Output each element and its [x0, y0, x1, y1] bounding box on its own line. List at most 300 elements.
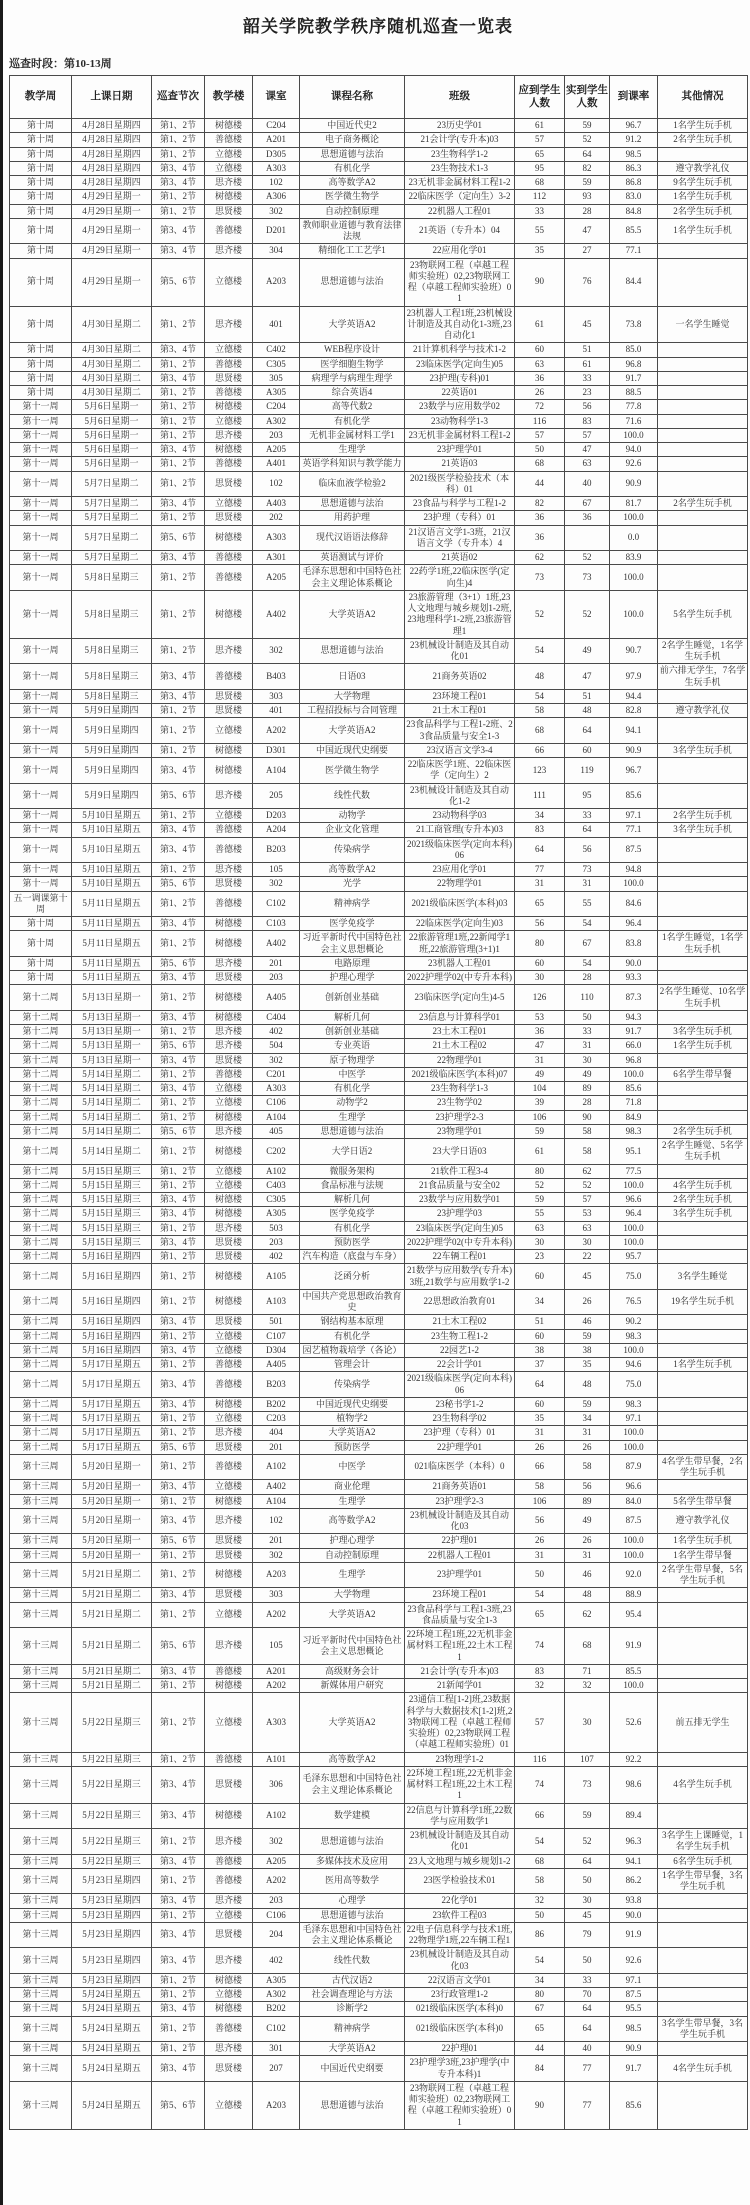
table-row [10, 1178, 748, 1192]
cell-attendance-rate: 93.3 [610, 971, 658, 985]
cell-attendance-rate: 82.8 [610, 704, 658, 718]
cell-building: 思贤楼 [205, 689, 253, 703]
cell-date: 5月17日星期五 [72, 1397, 152, 1411]
cell-note [658, 511, 748, 525]
cell-week: 第十三周 [10, 1562, 72, 1588]
cell-period: 第1、2节 [152, 1025, 205, 1039]
cell-course: 高等数学A2 [300, 176, 405, 190]
cell-course: 电子商务概论 [300, 133, 405, 147]
cell-week: 第十二周 [10, 1096, 72, 1110]
cell-period: 第1、2节 [152, 1264, 205, 1290]
cell-week: 第十周 [10, 119, 72, 133]
cell-note [658, 891, 748, 917]
cell-date: 5月11日星期五 [72, 956, 152, 970]
cell-course: 思想道德与法治 [300, 2081, 405, 2129]
cell-class: 23机械设计制造及其自动化03 [405, 1508, 515, 1534]
cell-week: 第十二周 [10, 1193, 72, 1207]
header-date: 上课日期 [72, 76, 152, 119]
cell-class: 21食品质量与安全02 [405, 1178, 515, 1192]
cell-course: 园艺植物栽培学（各论） [300, 1343, 405, 1357]
cell-class: 22药学1班,22临床医学(定向生)4 [405, 565, 515, 591]
cell-attendance-rate: 66.0 [610, 1039, 658, 1053]
cell-note [658, 343, 748, 357]
cell-period: 第3、4节 [152, 371, 205, 385]
cell-room: C305 [253, 1193, 300, 1207]
cell-room: A104 [253, 1110, 300, 1124]
cell-period: 第1、2节 [152, 1562, 205, 1588]
cell-note: 前五排无学生 [658, 1693, 748, 1752]
cell-note [658, 1343, 748, 1357]
cell-date: 5月16日星期四 [72, 1315, 152, 1329]
cell-date: 5月21日星期二 [72, 1588, 152, 1602]
cell-actual-students: 38 [565, 1343, 610, 1357]
cell-note: 3名学生玩手机 [658, 1025, 748, 1039]
cell-date: 5月6日星期一 [72, 400, 152, 414]
cell-building: 立德楼 [205, 1082, 253, 1096]
cell-date: 4月30日星期二 [72, 371, 152, 385]
cell-room: A105 [253, 1264, 300, 1290]
cell-actual-students: 95 [565, 783, 610, 809]
cell-date: 5月20日星期一 [72, 1534, 152, 1548]
cell-week: 第十二周 [10, 985, 72, 1011]
cell-expected-students: 54 [515, 689, 565, 703]
cell-actual-students: 59 [565, 1397, 610, 1411]
cell-class: 21会计学(专升本)03 [405, 1664, 515, 1678]
table-row [10, 985, 748, 1011]
cell-course: 大学物理 [300, 1588, 405, 1602]
cell-note [658, 258, 748, 306]
cell-week: 第十三周 [10, 1908, 72, 1922]
cell-building: 善德楼 [205, 457, 253, 471]
cell-week: 第十三周 [10, 1679, 72, 1693]
table-row [10, 258, 748, 306]
cell-date: 5月8日星期三 [72, 638, 152, 664]
table-row [10, 306, 748, 343]
cell-attendance-rate: 100.0 [610, 1067, 658, 1081]
cell-date: 5月6日星期一 [72, 414, 152, 428]
cell-date: 5月13日星期一 [72, 1039, 152, 1053]
cell-week: 第十三周 [10, 1868, 72, 1894]
table-row [10, 1082, 748, 1096]
cell-room: 201 [253, 1534, 300, 1548]
cell-class: 22物理学01 [405, 877, 515, 891]
cell-date: 5月20日星期一 [72, 1508, 152, 1534]
cell-course: 大学英语A2 [300, 718, 405, 744]
cell-expected-students: 63 [515, 1221, 565, 1235]
cell-attendance-rate: 86.8 [610, 176, 658, 190]
cell-building: 善德楼 [205, 1752, 253, 1766]
cell-building: 树德楼 [205, 400, 253, 414]
cell-expected-students: 68 [515, 1854, 565, 1868]
cell-date: 5月14日星期二 [72, 1124, 152, 1138]
cell-period: 第3、4节 [152, 176, 205, 190]
cell-week: 第十一周 [10, 823, 72, 837]
cell-period: 第1、2节 [152, 1096, 205, 1110]
cell-room: C103 [253, 917, 300, 931]
cell-class: 22思想政治教育01 [405, 1289, 515, 1315]
cell-attendance-rate: 96.4 [610, 917, 658, 931]
cell-note [658, 1329, 748, 1343]
cell-date: 4月29日星期一 [72, 218, 152, 244]
cell-room: A303 [253, 1082, 300, 1096]
table-row [10, 1124, 748, 1138]
cell-building: 树德楼 [205, 1803, 253, 1829]
cell-class: 23数学与应用数学01 [405, 1193, 515, 1207]
cell-expected-students: 112 [515, 190, 565, 204]
cell-period: 第3、4节 [152, 343, 205, 357]
cell-expected-students: 31 [515, 877, 565, 891]
cell-attendance-rate: 98.3 [610, 1329, 658, 1343]
cell-actual-students: 63 [565, 1221, 610, 1235]
cell-expected-students: 59 [515, 1193, 565, 1207]
table-row [10, 1868, 748, 1894]
cell-note [658, 718, 748, 744]
cell-course: 大学英语A2 [300, 1426, 405, 1440]
cell-class: 23护理学03 [405, 1207, 515, 1221]
cell-building: 善德楼 [205, 664, 253, 690]
cell-expected-students: 65 [515, 2016, 565, 2042]
cell-actual-students: 57 [565, 1193, 610, 1207]
table-row [10, 1067, 748, 1081]
header-note: 其他情况 [658, 76, 748, 119]
cell-period: 第1、2节 [152, 985, 205, 1011]
cell-date: 5月16日星期四 [72, 1289, 152, 1315]
cell-week: 第十一周 [10, 443, 72, 457]
cell-room: A203 [253, 2081, 300, 2129]
cell-attendance-rate: 84.0 [610, 1494, 658, 1508]
cell-week: 第十二周 [10, 1053, 72, 1067]
cell-course: 思想道德与法治 [300, 1124, 405, 1138]
cell-date: 5月6日星期一 [72, 428, 152, 442]
cell-building: 思齐楼 [205, 2042, 253, 2056]
cell-period: 第1、2节 [152, 1679, 205, 1693]
cell-building: 善德楼 [205, 218, 253, 244]
cell-note: 遵守教学礼仪 [658, 704, 748, 718]
cell-note [658, 428, 748, 442]
cell-week: 第十二周 [10, 1250, 72, 1264]
cell-building: 立德楼 [205, 2081, 253, 2129]
table-row [10, 1315, 748, 1329]
cell-expected-students: 55 [515, 218, 565, 244]
cell-attendance-rate: 94.3 [610, 1010, 658, 1024]
cell-date: 5月20日星期一 [72, 1454, 152, 1480]
cell-room: A205 [253, 565, 300, 591]
cell-building: 思贤楼 [205, 1250, 253, 1264]
cell-period: 第1、2节 [152, 133, 205, 147]
cell-room: C201 [253, 1067, 300, 1081]
cell-building: 树德楼 [205, 590, 253, 638]
cell-note [658, 1426, 748, 1440]
cell-course: 创新创业基础 [300, 1025, 405, 1039]
cell-note [658, 2002, 748, 2016]
cell-period: 第5、6节 [152, 1440, 205, 1454]
cell-expected-students: 50 [515, 1908, 565, 1922]
cell-week: 第十周 [10, 386, 72, 400]
cell-date: 5月24日星期五 [72, 1988, 152, 2002]
cell-actual-students: 52 [565, 133, 610, 147]
cell-class: 23环境工程01 [405, 689, 515, 703]
cell-course: 钢结构基本原理 [300, 1315, 405, 1329]
cell-class: 21会计学(专升本)03 [405, 133, 515, 147]
cell-attendance-rate: 97.9 [610, 664, 658, 690]
cell-period: 第1、2节 [152, 471, 205, 497]
cell-actual-students: 30 [565, 1693, 610, 1752]
cell-room: 504 [253, 1039, 300, 1053]
cell-course: 微服务架构 [300, 1164, 405, 1178]
cell-attendance-rate: 98.3 [610, 1124, 658, 1138]
cell-period: 第3、4节 [152, 664, 205, 690]
cell-week: 第十一周 [10, 471, 72, 497]
cell-building: 树德楼 [205, 525, 253, 551]
cell-date: 5月13日星期一 [72, 1025, 152, 1039]
table-row [10, 743, 748, 757]
cell-week: 第十三周 [10, 1922, 72, 1948]
cell-actual-students: 54 [565, 956, 610, 970]
cell-actual-students: 73 [565, 565, 610, 591]
cell-date: 4月30日星期二 [72, 386, 152, 400]
cell-note: 一名学生睡觉 [658, 306, 748, 343]
cell-note [658, 1082, 748, 1096]
cell-expected-students: 61 [515, 119, 565, 133]
cell-building: 善德楼 [205, 823, 253, 837]
table-row [10, 551, 748, 565]
cell-note [658, 1440, 748, 1454]
cell-attendance-rate: 94.0 [610, 443, 658, 457]
cell-week: 第十二周 [10, 1178, 72, 1192]
cell-class: 21新闻学01 [405, 1679, 515, 1693]
cell-expected-students: 34 [515, 809, 565, 823]
cell-room: 304 [253, 244, 300, 258]
cell-attendance-rate: 93.8 [610, 1894, 658, 1908]
cell-week: 第十三周 [10, 2081, 72, 2129]
cell-room: B202 [253, 2002, 300, 2016]
cell-actual-students: 28 [565, 1096, 610, 1110]
cell-class: 23生物学02 [405, 1096, 515, 1110]
cell-period: 第1、2节 [152, 386, 205, 400]
cell-date: 5月17日星期五 [72, 1358, 152, 1372]
cell-class: 23护理（专科）01 [405, 511, 515, 525]
cell-building: 思贤楼 [205, 1534, 253, 1548]
cell-building: 思齐楼 [205, 1221, 253, 1235]
cell-note: 19名学生玩手机 [658, 1289, 748, 1315]
cell-attendance-rate: 100.0 [610, 428, 658, 442]
cell-course: 中医学 [300, 1454, 405, 1480]
cell-class: 22电子信息科学与技术1班,22物理学1班,22车辆工程1 [405, 1922, 515, 1948]
cell-date: 5月24日星期五 [72, 2016, 152, 2042]
cell-note: 3名学生玩手机 [658, 823, 748, 837]
cell-attendance-rate: 75.0 [610, 1372, 658, 1398]
cell-attendance-rate: 85.5 [610, 218, 658, 244]
cell-attendance-rate: 98.5 [610, 147, 658, 161]
cell-attendance-rate: 96.7 [610, 758, 658, 784]
cell-week: 第十一周 [10, 400, 72, 414]
table-row [10, 1588, 748, 1602]
cell-expected-students: 30 [515, 1235, 565, 1249]
cell-attendance-rate: 97.1 [610, 1973, 658, 1987]
cell-attendance-rate: 90.0 [610, 956, 658, 970]
cell-course: 精神病学 [300, 891, 405, 917]
cell-course: 思想道德与法治 [300, 638, 405, 664]
cell-room: C404 [253, 1010, 300, 1024]
cell-date: 4月30日星期二 [72, 357, 152, 371]
cell-attendance-rate: 92.6 [610, 457, 658, 471]
cell-attendance-rate: 96.3 [610, 1829, 658, 1855]
cell-course: 预防医学 [300, 1440, 405, 1454]
cell-date: 5月11日星期五 [72, 971, 152, 985]
cell-room: C305 [253, 357, 300, 371]
table-row [10, 190, 748, 204]
cell-week: 第十三周 [10, 1766, 72, 1803]
cell-note [658, 386, 748, 400]
cell-period: 第1、2节 [152, 1329, 205, 1343]
cell-expected-students: 32 [515, 1894, 565, 1908]
cell-class: 21软件工程3-4 [405, 1164, 515, 1178]
table-row [10, 1329, 748, 1343]
cell-attendance-rate: 77.1 [610, 244, 658, 258]
cell-note [658, 525, 748, 551]
cell-building: 思齐楼 [205, 1124, 253, 1138]
cell-note: 5名学生带早餐 [658, 1494, 748, 1508]
cell-expected-students: 60 [515, 1329, 565, 1343]
cell-building: 思齐楼 [205, 783, 253, 809]
cell-week: 第十二周 [10, 1164, 72, 1178]
cell-note [658, 1480, 748, 1494]
cell-building: 善德楼 [205, 1358, 253, 1372]
cell-room: A102 [253, 1164, 300, 1178]
cell-room: A102 [253, 1454, 300, 1480]
cell-class: 23土木工程01 [405, 1025, 515, 1039]
cell-week: 第十一周 [10, 551, 72, 565]
cell-period: 第3、4节 [152, 1894, 205, 1908]
cell-actual-students: 63 [565, 457, 610, 471]
cell-course: 解析几何 [300, 1010, 405, 1024]
cell-actual-students: 56 [565, 837, 610, 863]
cell-actual-students: 68 [565, 1628, 610, 1665]
cell-attendance-rate: 97.1 [610, 809, 658, 823]
cell-expected-students: 72 [515, 400, 565, 414]
cell-class: 22车辆工程01 [405, 1250, 515, 1264]
cell-room: A102 [253, 1803, 300, 1829]
cell-expected-students: 82 [515, 497, 565, 511]
cell-week: 第十二周 [10, 1412, 72, 1426]
cell-week: 第十周 [10, 357, 72, 371]
cell-period: 第1、2节 [152, 204, 205, 218]
cell-note [658, 357, 748, 371]
cell-period: 第1、2节 [152, 809, 205, 823]
table-row [10, 1922, 748, 1948]
cell-period: 第1、2节 [152, 1868, 205, 1894]
cell-course: 传染病学 [300, 1372, 405, 1398]
cell-actual-students: 35 [565, 1358, 610, 1372]
cell-building: 树德楼 [205, 1679, 253, 1693]
cell-attendance-rate: 87.5 [610, 837, 658, 863]
cell-period: 第3、4节 [152, 971, 205, 985]
cell-building: 树德楼 [205, 2002, 253, 2016]
cell-note: 前六排无学生，7名学生玩手机 [658, 664, 748, 690]
table-row [10, 1397, 748, 1411]
cell-date: 4月29日星期一 [72, 244, 152, 258]
cell-class: 23临床医学(定向生)05 [405, 357, 515, 371]
cell-course: 高级财务会计 [300, 1664, 405, 1678]
cell-course: 病理学与病理生理学 [300, 371, 405, 385]
table-row [10, 1372, 748, 1398]
cell-class: 2021级临床医学(本科)07 [405, 1067, 515, 1081]
cell-date: 4月28日星期四 [72, 147, 152, 161]
cell-actual-students: 82 [565, 161, 610, 175]
cell-attendance-rate: 100.0 [610, 1534, 658, 1548]
header-class: 班级 [405, 76, 515, 119]
cell-building: 立德楼 [205, 414, 253, 428]
cell-course: 中国近现代史纲要 [300, 1397, 405, 1411]
cell-expected-students: 62 [515, 551, 565, 565]
cell-date: 5月15日星期三 [72, 1164, 152, 1178]
cell-week: 第十三周 [10, 1988, 72, 2002]
cell-date: 5月13日星期一 [72, 985, 152, 1011]
cell-class: 23物联网工程（卓越工程师实验班）02,23物联网工程（卓越工程师实验班）01 [405, 258, 515, 306]
cell-course: 精神病学 [300, 2016, 405, 2042]
table-row [10, 565, 748, 591]
cell-room: A402 [253, 1480, 300, 1494]
cell-attendance-rate: 87.3 [610, 985, 658, 1011]
cell-building: 树德楼 [205, 743, 253, 757]
cell-note [658, 1412, 748, 1426]
cell-note: 3名学生带早餐，3名学生玩手机 [658, 2016, 748, 2042]
cell-period: 第3、4节 [152, 218, 205, 244]
cell-expected-students: 51 [515, 1315, 565, 1329]
cell-room: 302 [253, 1053, 300, 1067]
cell-date: 4月29日星期一 [72, 204, 152, 218]
cell-period: 第1、2节 [152, 1548, 205, 1562]
cell-expected-students: 49 [515, 1067, 565, 1081]
cell-period: 第1、2节 [152, 638, 205, 664]
cell-attendance-rate: 90.7 [610, 638, 658, 664]
cell-expected-students: 36 [515, 1025, 565, 1039]
cell-expected-students: 57 [515, 428, 565, 442]
cell-class: 23护理学01 [405, 443, 515, 457]
cell-course: 汽车构造（底盘与车身） [300, 1250, 405, 1264]
table-row [10, 1894, 748, 1908]
cell-date: 5月22日星期三 [72, 1803, 152, 1829]
cell-expected-students: 53 [515, 1010, 565, 1024]
cell-period: 第1、2节 [152, 704, 205, 718]
cell-building: 思齐楼 [205, 306, 253, 343]
cell-attendance-rate: 92.0 [610, 1562, 658, 1588]
cell-attendance-rate: 94.6 [610, 1358, 658, 1372]
cell-room: A103 [253, 1289, 300, 1315]
cell-date: 4月30日星期二 [72, 343, 152, 357]
cell-course: 中医学 [300, 1067, 405, 1081]
table-row [10, 1480, 748, 1494]
cell-attendance-rate: 81.7 [610, 497, 658, 511]
cell-week: 第十周 [10, 971, 72, 985]
cell-actual-students: 67 [565, 497, 610, 511]
cell-room: C203 [253, 1412, 300, 1426]
cell-expected-students: 84 [515, 2056, 565, 2082]
cell-week: 第十周 [10, 258, 72, 306]
cell-building: 立德楼 [205, 343, 253, 357]
cell-attendance-rate: 85.6 [610, 1082, 658, 1096]
cell-actual-students: 50 [565, 1868, 610, 1894]
cell-class: 23医学检验技术01 [405, 1868, 515, 1894]
cell-class: 23信息与计算科学01 [405, 1010, 515, 1024]
cell-date: 5月7日星期二 [72, 511, 152, 525]
cell-class: 23护理学3班,23护理学(中专升本科)1 [405, 2056, 515, 2082]
cell-course: 大学英语A2 [300, 306, 405, 343]
cell-week: 第十一周 [10, 638, 72, 664]
cell-note [658, 863, 748, 877]
table-row [10, 1508, 748, 1534]
cell-expected-students: 60 [515, 1397, 565, 1411]
